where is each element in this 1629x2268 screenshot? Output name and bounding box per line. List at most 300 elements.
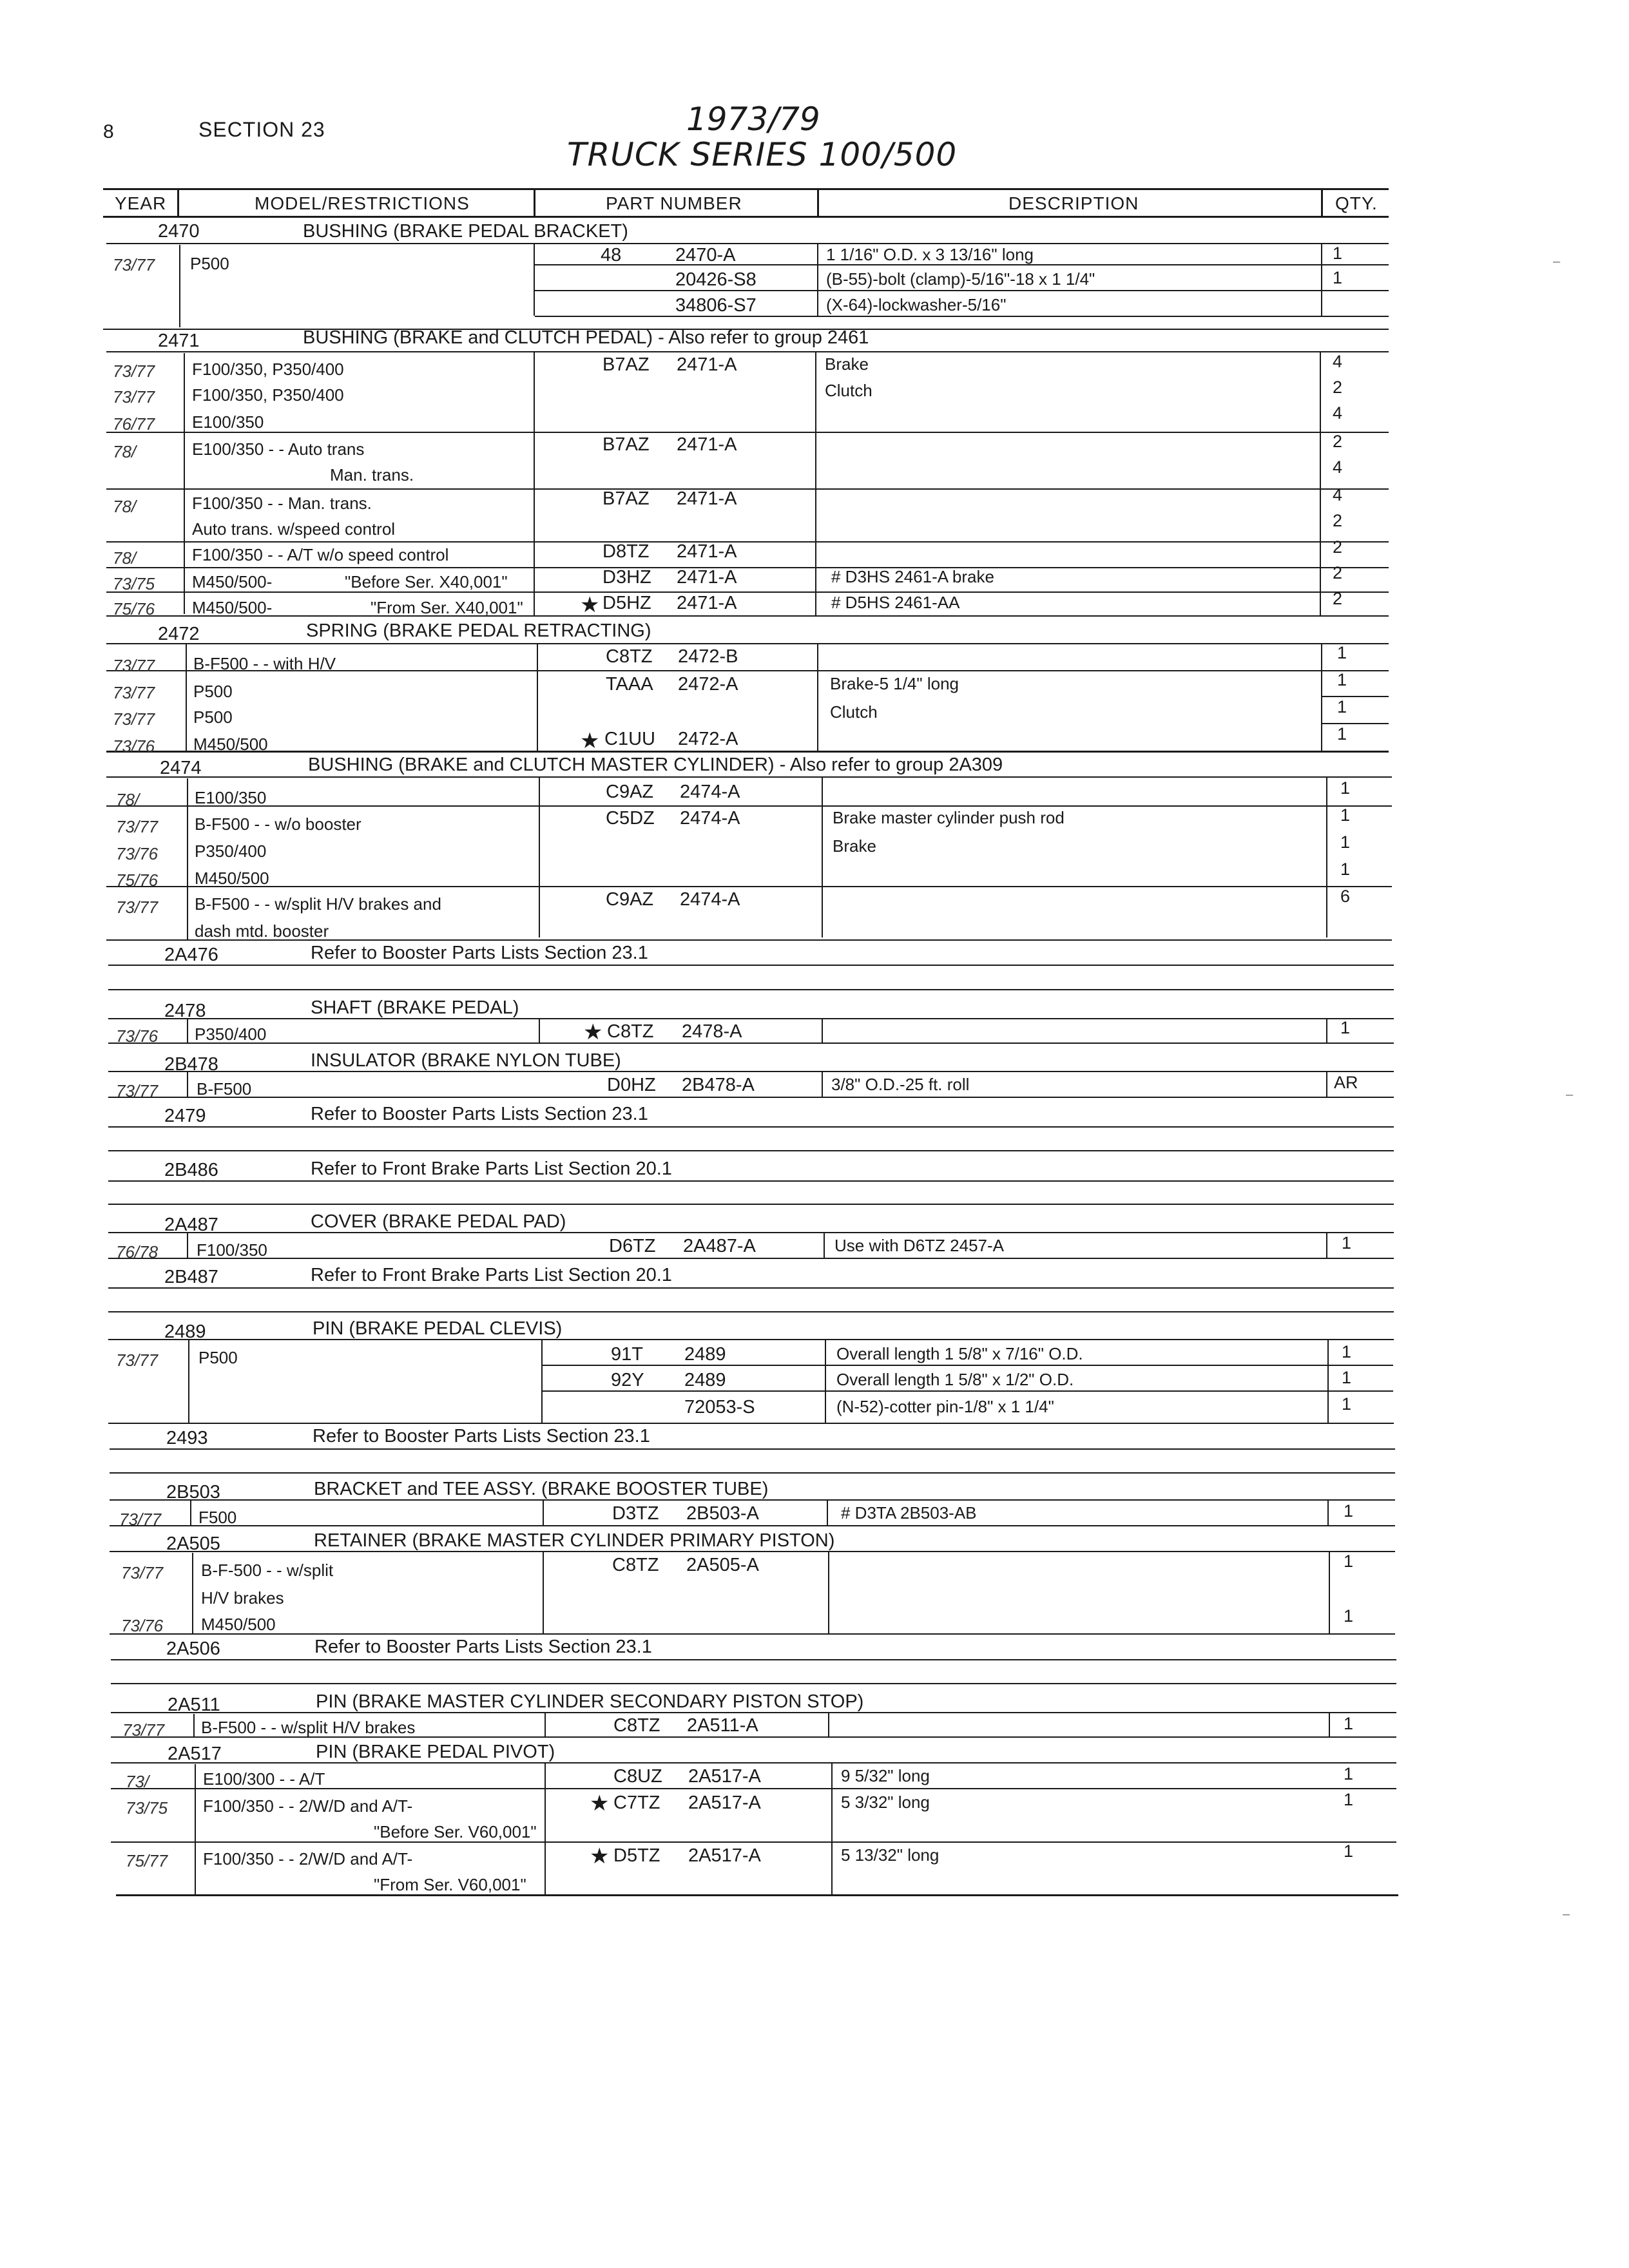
group-rule — [111, 1712, 1396, 1713]
row-rule — [111, 1841, 1396, 1843]
row-rule — [535, 264, 1389, 265]
column-header-part: PART NUMBER — [606, 193, 742, 213]
part-prefix: TAAA — [606, 674, 653, 695]
part-prefix: D5HZ — [602, 593, 651, 613]
row-model: P500 — [198, 1348, 238, 1367]
col-divider — [1326, 1018, 1327, 1043]
row-description: (X-64)-lockwasher-5/16" — [826, 295, 1007, 314]
row-year: 73/77 — [113, 361, 155, 381]
row-model: Man. trans. — [330, 465, 414, 485]
row-qty: 1 — [1344, 1501, 1354, 1521]
col-divider — [187, 1233, 188, 1258]
row-qty: 1 — [1337, 697, 1347, 716]
row-model: P350/400 — [195, 841, 267, 861]
col-divider — [541, 1339, 543, 1423]
col-divider — [1327, 1499, 1329, 1525]
row-qty: 1 — [1340, 1018, 1351, 1037]
row-year: 76/77 — [113, 414, 155, 434]
row-model: F100/350 - - 2/W/D and A/T- — [203, 1849, 413, 1869]
row-model: P500 — [193, 707, 233, 727]
group-rule — [108, 989, 1394, 990]
part-prefix: B7AZ — [602, 354, 650, 375]
row-description: # D3HS 2461-A brake — [831, 567, 994, 586]
group-code: 2470 — [158, 221, 200, 242]
group-rule — [108, 1018, 1394, 1019]
group-rule — [108, 1204, 1394, 1205]
row-model: M450/500- — [192, 572, 273, 591]
row-model: P500 — [190, 254, 229, 273]
row-description: Brake — [833, 836, 876, 856]
group-code: 2B487 — [164, 1267, 218, 1287]
row-qty: 2 — [1333, 511, 1343, 530]
row-model: B-F500 - - w/split H/V brakes — [201, 1718, 416, 1737]
row-qty: 1 — [1344, 1841, 1354, 1861]
row-year: 73/77 — [113, 683, 155, 702]
row-model: F100/350 — [197, 1240, 267, 1260]
col-divider — [827, 1499, 828, 1525]
row-rule — [106, 591, 1389, 593]
row-model: B-F500 - - with H/V — [193, 654, 336, 673]
row-model: B-F500 - - w/o booster — [195, 814, 361, 834]
part-base: 2474-A — [680, 808, 740, 829]
col-divider — [190, 1501, 191, 1525]
group-code: 2489 — [164, 1321, 206, 1342]
row-year: 78/ — [113, 497, 137, 516]
group-code: 2B486 — [164, 1160, 218, 1180]
group-code: 2A505 — [166, 1533, 220, 1554]
column-header-year: YEAR — [115, 193, 167, 213]
col-divider — [545, 1762, 546, 1894]
row-model: M450/500 — [193, 735, 268, 754]
row-qty: 4 — [1333, 485, 1343, 505]
row-qty: 1 — [1337, 724, 1347, 744]
col-divider — [184, 353, 185, 614]
row-qty: 2 — [1333, 589, 1343, 608]
group-rule — [110, 1448, 1395, 1450]
row-qty: 1 — [1340, 778, 1351, 798]
reference-note: Refer to Booster Parts Lists Section 23.1 — [311, 943, 648, 963]
row-description: Brake master cylinder push rod — [833, 808, 1065, 827]
section-label: SECTION 23 — [198, 118, 325, 141]
part-prefix: 92Y — [611, 1370, 644, 1390]
row-model: dash mtd. booster — [195, 921, 329, 941]
row-qty: 6 — [1340, 887, 1351, 906]
row-rule — [108, 1043, 1394, 1044]
row-qty: 1 — [1344, 1552, 1354, 1571]
row-year: 73/77 — [113, 709, 155, 729]
row-year: 73/77 — [113, 656, 155, 675]
row-year: 73/76 — [113, 736, 155, 756]
col-divider — [534, 243, 535, 316]
row-description: 3/8" O.D.-25 ft. roll — [831, 1075, 970, 1094]
row-description: 5 3/32" long — [841, 1792, 930, 1812]
part-base: 2A487-A — [683, 1236, 756, 1256]
row-model: M450/500 — [195, 869, 269, 888]
row-year: 73/76 — [116, 1026, 159, 1046]
row-rule — [106, 488, 1389, 490]
row-year: 73/ — [126, 1772, 149, 1791]
new-part-star-icon: ★ — [583, 1020, 603, 1044]
group-rule — [108, 1311, 1394, 1312]
row-rule — [106, 805, 1392, 807]
group-rule — [106, 243, 1389, 244]
row-qty: 1 — [1344, 1714, 1354, 1733]
group-title: RETAINER (BRAKE MASTER CYLINDER PRIMARY PISTON) — [314, 1530, 835, 1551]
part-base: 2A511-A — [687, 1715, 758, 1736]
col-divider — [537, 643, 538, 753]
col-divider — [193, 1714, 195, 1736]
row-qty: 2 — [1333, 378, 1343, 397]
part-prefix: D8TZ — [602, 541, 650, 562]
part-prefix: C9AZ — [606, 782, 654, 802]
group-title: BUSHING (BRAKE and CLUTCH PEDAL) - Also refer to group 2461 — [303, 327, 869, 348]
row-rule — [108, 1097, 1394, 1098]
part-prefix: D0HZ — [607, 1075, 656, 1095]
part-prefix: C8TZ — [613, 1715, 660, 1736]
row-qty: 1 — [1333, 244, 1343, 263]
col-divider — [188, 1340, 189, 1423]
group-title: BUSHING (BRAKE PEDAL BRACKET) — [303, 221, 628, 242]
header-divider — [177, 188, 179, 216]
row-qty: 1 — [1333, 268, 1343, 287]
group-rule — [110, 1499, 1395, 1501]
row-model: B-F500 - - w/split H/V brakes and — [195, 894, 441, 914]
row-year: 73/77 — [116, 817, 159, 836]
group-code: 2A476 — [164, 945, 218, 965]
row-model: F100/350, P350/400 — [192, 385, 344, 405]
row-rule — [106, 615, 1389, 617]
part-base: 2489 — [684, 1344, 726, 1365]
table-end-rule — [116, 1894, 1398, 1896]
row-description: 5 13/32" long — [841, 1845, 940, 1865]
row-year: 76/78 — [116, 1242, 159, 1262]
part-prefix: D6TZ — [609, 1236, 656, 1256]
col-divider — [539, 776, 540, 937]
new-part-star-icon: ★ — [590, 1844, 610, 1869]
column-header-model: MODEL/RESTRICTIONS — [255, 193, 470, 213]
row-qty: 1 — [1340, 860, 1351, 879]
part-base: 2472-A — [678, 674, 738, 695]
group-title: BUSHING (BRAKE and CLUTCH MASTER CYLINDER) - Also refer to group 2A309 — [308, 754, 1003, 775]
part-base: 2B478-A — [682, 1075, 755, 1095]
col-divider — [1329, 1712, 1330, 1736]
row-model: E100/350 - - Auto trans — [192, 439, 365, 459]
row-model: E100/300 - - A/T — [203, 1769, 325, 1789]
year-range-title: 1973/79 — [686, 101, 820, 138]
group-rule — [108, 965, 1394, 966]
row-rule — [110, 1633, 1395, 1635]
row-qty: 1 — [1344, 1790, 1354, 1809]
row-qty: 1 — [1337, 643, 1347, 662]
row-serial-note: "From Ser. V60,001" — [374, 1875, 526, 1894]
col-divider — [186, 644, 187, 751]
part-prefix: C8TZ — [607, 1021, 654, 1042]
group-code: 2479 — [164, 1106, 206, 1126]
group-rule — [108, 1232, 1394, 1233]
col-divider — [822, 776, 823, 937]
row-rule — [543, 1390, 1393, 1392]
margin-mark: – — [1563, 1907, 1570, 1921]
row-qty: 1 — [1337, 670, 1347, 689]
row-serial-note: "Before Ser. V60,001" — [374, 1822, 537, 1841]
row-year: 75/76 — [113, 599, 155, 619]
row-model: F100/350 - - 2/W/D and A/T- — [203, 1796, 413, 1816]
group-rule — [111, 1762, 1396, 1763]
col-divider — [1320, 351, 1321, 615]
group-code: 2A517 — [168, 1744, 222, 1764]
row-year: 73/76 — [121, 1616, 164, 1635]
new-part-star-icon: ★ — [580, 593, 600, 617]
row-description: Brake — [825, 354, 869, 374]
row-year: 73/77 — [122, 1720, 165, 1740]
reference-note: Refer to Front Brake Parts List Section 20.1 — [311, 1265, 672, 1285]
reference-note: Refer to Booster Parts Lists Section 23.1 — [314, 1637, 652, 1657]
row-model: E100/350 — [195, 788, 267, 807]
part-base: 2471-A — [677, 541, 737, 562]
row-model: E100/350 — [192, 412, 264, 432]
header-divider — [817, 188, 819, 216]
part-base: 2A517-A — [688, 1766, 761, 1787]
row-serial-note: "Before Ser. X40,001" — [345, 572, 508, 591]
part-base: 2474-A — [680, 889, 740, 910]
row-model: F500 — [198, 1508, 237, 1527]
part-prefix: D5TZ — [613, 1845, 660, 1866]
new-part-star-icon: ★ — [580, 729, 600, 753]
row-qty: 1 — [1342, 1342, 1352, 1361]
header-divider — [534, 188, 535, 216]
col-divider — [828, 1551, 829, 1633]
row-serial-note: "From Ser. X40,001" — [371, 598, 523, 617]
col-divider — [1321, 243, 1322, 316]
part-prefix: C5DZ — [606, 808, 655, 829]
part-prefix: D3TZ — [612, 1503, 659, 1524]
row-description: 1 1/16" O.D. x 3 13/16" long — [826, 245, 1034, 264]
new-part-star-icon: ★ — [590, 1791, 610, 1816]
part-base: 2489 — [684, 1370, 726, 1390]
row-year: 73/77 — [116, 1350, 159, 1370]
group-rule — [111, 1683, 1396, 1684]
col-divider — [822, 1071, 823, 1097]
row-description: (N-52)-cotter pin-1/8" x 1 1/4" — [836, 1397, 1054, 1416]
col-divider — [187, 1019, 188, 1043]
page-number: 8 — [103, 121, 114, 142]
row-qty: 4 — [1333, 457, 1343, 477]
row-year: 73/75 — [126, 1798, 168, 1818]
group-rule — [108, 1287, 1394, 1289]
row-qty: 2 — [1333, 432, 1343, 451]
group-code: 2478 — [164, 1001, 206, 1021]
row-description: 9 5/32" long — [841, 1766, 930, 1785]
part-base: 20426-S8 — [675, 269, 757, 290]
part-base: 2471-A — [677, 488, 737, 509]
row-year: 78/ — [116, 790, 140, 809]
row-model: B-F-500 - - w/split — [201, 1561, 334, 1580]
col-divider — [539, 1018, 540, 1043]
part-base: 2A517-A — [688, 1792, 761, 1813]
group-rule — [108, 1150, 1394, 1151]
group-rule — [111, 1659, 1396, 1660]
row-rule — [1321, 696, 1389, 697]
group-title: INSULATOR (BRAKE NYLON TUBE) — [311, 1050, 621, 1071]
part-prefix: C1UU — [604, 729, 655, 749]
col-divider — [831, 1762, 833, 1894]
part-base: 2471-A — [677, 434, 737, 455]
row-model: B-F500 — [197, 1079, 252, 1099]
part-base: 72053-S — [684, 1397, 755, 1418]
row-year: 78/ — [113, 442, 137, 461]
part-base: 2A505-A — [686, 1555, 759, 1575]
row-description: Brake-5 1/4" long — [830, 674, 959, 693]
group-code: 2A506 — [166, 1639, 220, 1659]
row-qty: 1 — [1344, 1764, 1354, 1783]
row-qty: 1 — [1340, 805, 1351, 825]
row-year: 73/77 — [119, 1510, 162, 1529]
col-divider — [1326, 1071, 1327, 1097]
row-year: 73/77 — [116, 898, 159, 917]
col-divider — [543, 1551, 544, 1633]
part-prefix: 91T — [611, 1344, 643, 1365]
group-rule — [110, 1551, 1395, 1552]
header-bottom-rule — [103, 216, 1389, 218]
row-description: # D5HS 2461-AA — [831, 593, 960, 612]
row-rule — [106, 886, 1392, 887]
group-rule — [108, 1126, 1394, 1128]
row-rule — [106, 432, 1389, 433]
row-description: Overall length 1 5/8" x 1/2" O.D. — [836, 1370, 1074, 1389]
part-base: 2B503-A — [686, 1503, 759, 1524]
group-rule — [108, 1180, 1394, 1182]
col-divider — [1326, 1232, 1327, 1258]
col-divider — [543, 1499, 544, 1525]
part-base: 2472-A — [678, 729, 738, 749]
group-code: 2474 — [160, 758, 202, 778]
group-code: 2493 — [166, 1428, 208, 1448]
row-model: H/V brakes — [201, 1588, 284, 1608]
row-qty: 2 — [1333, 537, 1343, 557]
header-divider — [1321, 188, 1323, 216]
row-description: Overall length 1 5/8" x 7/16" O.D. — [836, 1344, 1083, 1363]
row-qty: 4 — [1333, 352, 1343, 371]
part-prefix: D3HZ — [602, 567, 651, 588]
column-header-description: DESCRIPTION — [1008, 193, 1139, 213]
group-code: 2A511 — [168, 1695, 220, 1715]
group-rule — [106, 643, 1389, 644]
row-qty: 1 — [1342, 1368, 1352, 1387]
part-base: 2A517-A — [688, 1845, 761, 1866]
row-rule — [106, 541, 1389, 543]
part-base: 2478-A — [682, 1021, 742, 1042]
col-divider — [815, 351, 816, 615]
part-base: 2472-B — [678, 646, 738, 667]
part-prefix: C8TZ — [606, 646, 653, 667]
row-model: P350/400 — [195, 1024, 267, 1044]
row-qty: AR — [1334, 1073, 1358, 1092]
row-description: Use with D6TZ 2457-A — [834, 1236, 1004, 1255]
group-code: 2B503 — [166, 1482, 220, 1503]
part-prefix: B7AZ — [602, 434, 650, 455]
col-divider — [828, 1712, 829, 1736]
row-rule — [108, 1258, 1394, 1259]
col-divider — [1321, 643, 1322, 753]
group-title: PIN (BRAKE PEDAL CLEVIS) — [313, 1318, 563, 1339]
part-prefix: C8UZ — [613, 1766, 662, 1787]
col-divider — [1327, 1339, 1329, 1423]
margin-mark: – — [1566, 1088, 1574, 1102]
row-rule — [535, 316, 1389, 317]
group-rule — [110, 1472, 1395, 1474]
part-prefix: C8TZ — [612, 1555, 659, 1575]
row-year: 73/76 — [116, 844, 159, 863]
col-divider — [195, 1764, 196, 1894]
row-qty: 1 — [1340, 832, 1351, 852]
col-divider — [817, 643, 818, 753]
series-title: TRUCK SERIES 100/500 — [567, 136, 958, 173]
row-year: 73/77 — [121, 1563, 164, 1582]
row-description: Clutch — [830, 702, 878, 722]
col-divider — [187, 1072, 188, 1097]
margin-mark: – — [1553, 255, 1561, 269]
group-rule — [108, 1339, 1394, 1340]
reference-note: Refer to Front Brake Parts List Section 20.1 — [311, 1158, 672, 1179]
col-divider — [817, 243, 818, 316]
row-rule — [108, 1423, 1394, 1424]
row-qty: 1 — [1342, 1394, 1352, 1414]
group-code: 2472 — [158, 624, 200, 644]
part-base: 2471-A — [677, 567, 737, 588]
row-rule — [1321, 723, 1389, 724]
col-divider — [825, 1339, 826, 1423]
row-rule — [106, 751, 1389, 753]
row-model: F100/350 - - A/T w/o speed control — [192, 545, 449, 564]
row-year: 73/77 — [113, 255, 155, 274]
part-prefix: C9AZ — [606, 889, 654, 910]
group-code: 2A487 — [164, 1215, 218, 1235]
row-model: P500 — [193, 682, 233, 701]
part-prefix: B7AZ — [602, 488, 650, 509]
row-qty: 1 — [1342, 1233, 1352, 1253]
header-top-rule — [103, 188, 1389, 190]
group-title: PIN (BRAKE PEDAL PIVOT) — [316, 1742, 555, 1762]
col-divider — [1326, 776, 1327, 937]
part-base: 2474-A — [680, 782, 740, 802]
part-base: 2471-A — [677, 593, 737, 613]
group-title: COVER (BRAKE PEDAL PAD) — [311, 1211, 566, 1232]
part-base: 2471-A — [677, 354, 737, 375]
row-rule — [535, 290, 1389, 291]
group-rule — [106, 776, 1392, 778]
part-base: 2470-A — [675, 245, 736, 265]
row-description: Clutch — [825, 381, 872, 400]
row-year: 73/77 — [116, 1081, 159, 1100]
row-model: F100/350 - - Man. trans. — [192, 494, 372, 513]
column-header-qty: QTY. — [1335, 193, 1378, 213]
group-title: SHAFT (BRAKE PEDAL) — [311, 997, 519, 1018]
group-code: 2B478 — [164, 1054, 218, 1075]
col-divider — [822, 1018, 823, 1043]
col-divider — [192, 1553, 193, 1633]
col-divider — [534, 351, 535, 615]
col-divider — [545, 1712, 546, 1736]
row-qty: 1 — [1344, 1606, 1354, 1626]
row-model: F100/350, P350/400 — [192, 360, 344, 379]
row-description: # D3TA 2B503-AB — [841, 1503, 977, 1523]
reference-note: Refer to Booster Parts Lists Section 23.1 — [311, 1104, 648, 1124]
row-qty: 2 — [1333, 563, 1343, 582]
row-year: 75/77 — [126, 1851, 168, 1870]
group-title: PIN (BRAKE MASTER CYLINDER SECONDARY PISTON STOP) — [316, 1691, 864, 1712]
part-prefix: C7TZ — [613, 1792, 660, 1813]
group-title: SPRING (BRAKE PEDAL RETRACTING) — [306, 620, 651, 641]
